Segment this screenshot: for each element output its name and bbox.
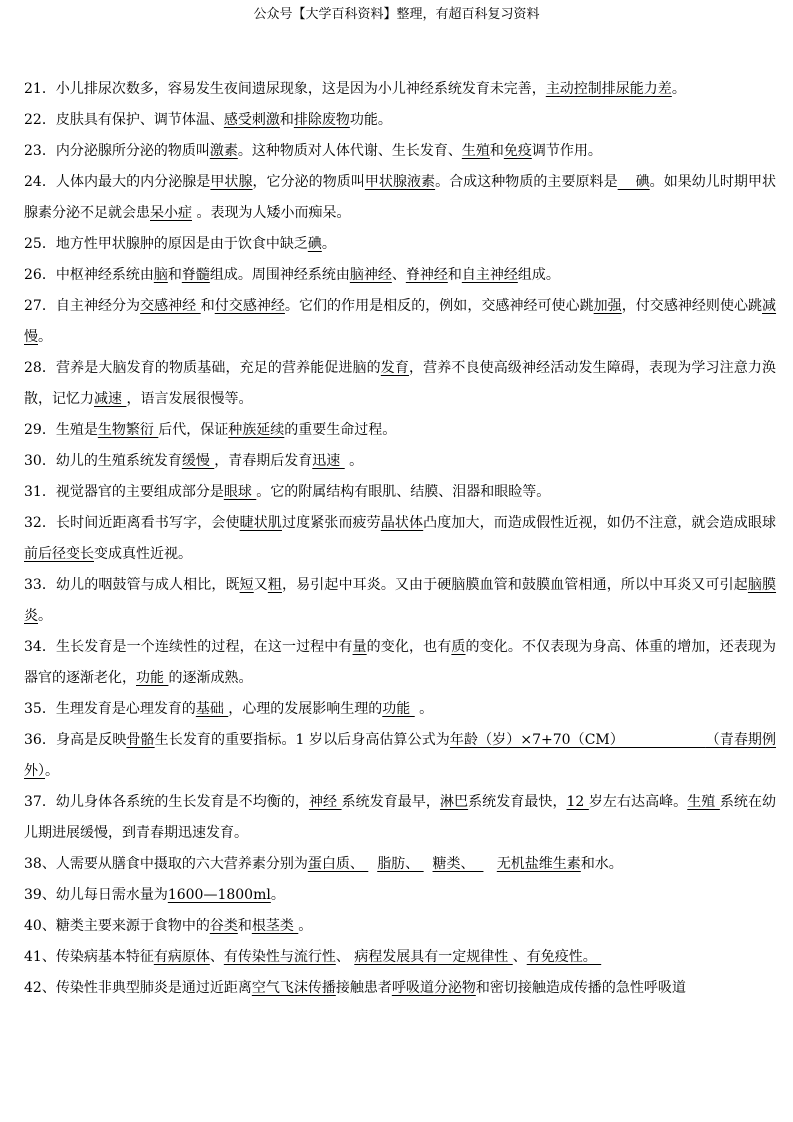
question-text: 26．中枢神经系统由 bbox=[24, 267, 154, 283]
question-item-27 bbox=[24, 291, 776, 353]
answer-blank: 缓慢 bbox=[181, 453, 215, 469]
answer-blank: 加强 bbox=[593, 298, 622, 314]
question-item-38 bbox=[24, 849, 776, 880]
question-item-25 bbox=[24, 229, 776, 260]
question-item-37 bbox=[24, 787, 776, 849]
answer-blank: 脑膜炎 bbox=[24, 577, 777, 624]
question-item-31 bbox=[24, 477, 776, 508]
question-text: ，易引起中耳炎。又由于硬脑膜血管和鼓膜血管相通，所以中耳炎又可引起 bbox=[281, 577, 748, 593]
question-item-33 bbox=[24, 570, 776, 632]
answer-blank: 神经 bbox=[308, 794, 342, 810]
question-text bbox=[483, 856, 496, 872]
answer-blank: 功能 bbox=[382, 701, 415, 717]
question-text: 。 bbox=[344, 453, 364, 469]
question-item-42 bbox=[24, 973, 776, 1004]
answer-blank: 病程发展具有一定规律性 bbox=[354, 949, 513, 965]
answer-blank: 眼球 bbox=[223, 484, 257, 500]
question-text: 生长发育的重要指标。1 岁以后身高估算公式为 bbox=[154, 732, 450, 748]
answer-blank: 碘 bbox=[307, 236, 322, 252]
question-text: 。它们的作用是相反的，例如，交感神经可使心跳 bbox=[284, 298, 594, 314]
answer-blank: 脊髓 bbox=[181, 267, 210, 283]
question-item-30 bbox=[24, 446, 776, 477]
answer-blank: 感受刺激 bbox=[223, 112, 280, 128]
question-text: 组成。周围神经系统由 bbox=[209, 267, 350, 283]
answer-blank: 质 bbox=[451, 639, 466, 655]
document-body bbox=[24, 74, 776, 1004]
question-text: 。表现为人矮小而痴呆。 bbox=[192, 205, 351, 221]
answer-blank: 甲状腺液素 bbox=[364, 174, 436, 190]
question-text: 和 bbox=[489, 143, 504, 159]
question-text: 系统在幼儿期进展缓慢，到青春期迅速发育。 bbox=[24, 794, 777, 841]
question-text: 。 bbox=[45, 763, 59, 779]
question-text: 的变化，也有 bbox=[366, 639, 452, 655]
question-text: 。如果幼儿时期甲状腺素分泌不足就会患 bbox=[24, 174, 776, 221]
question-text: 22．皮肤具有保护、调节体温、 bbox=[24, 112, 224, 128]
answer-blank: 1600—1800ml bbox=[167, 887, 271, 903]
question-text bbox=[368, 856, 377, 872]
question-text: 38、人需要从膳食中摄取的六大营养素分别为 bbox=[24, 856, 308, 872]
answer-blank: 脑神经 bbox=[349, 267, 392, 283]
answer-blank: 年龄（岁）×7+70（CM） bbox=[449, 732, 706, 748]
question-text: 和 bbox=[237, 918, 252, 934]
question-text: 31．视觉器官的主要组成部分是 bbox=[24, 484, 224, 500]
question-text: 凸度加大，而造成假性近视，如仍不注意，就会造成眼球 bbox=[423, 515, 777, 531]
question-text: 。 bbox=[671, 81, 686, 97]
answer-blank: 有病原体 bbox=[153, 949, 210, 965]
question-text: ，心理的发展影响生理的 bbox=[228, 701, 383, 717]
answer-blank: 蛋白质、 bbox=[307, 856, 369, 872]
question-text: 21．小儿排尿次数多，容易发生夜间遗尿现象，这是因为小儿神经系统发育未完善， bbox=[24, 81, 546, 97]
question-text: 25．地方性甲状腺肿的原因是由于饮食中缺乏 bbox=[24, 236, 308, 252]
question-text: 、 bbox=[335, 949, 355, 965]
question-text: 的变化。不仅表现为身高、体重的增加，还表现为器官的逐渐老化， bbox=[24, 639, 777, 686]
question-text: 35．生理发育是心理发育的 bbox=[24, 701, 196, 717]
question-text: 24．人体内最大的内分泌腺是 bbox=[24, 174, 211, 190]
question-item-21 bbox=[24, 74, 776, 105]
answer-blank: 生殖 bbox=[687, 794, 720, 810]
question-text: 37．幼儿身体各系统的生长发育是不均衡的， bbox=[24, 794, 309, 810]
question-text: 接触患者 bbox=[335, 980, 392, 996]
answer-blank: 睫状肌 bbox=[239, 515, 282, 531]
answer-blank: 排除废物 bbox=[293, 112, 350, 128]
question-text: ，青春期后发育 bbox=[214, 453, 313, 469]
question-text: 。 bbox=[270, 887, 285, 903]
question-item-24 bbox=[24, 167, 776, 229]
answer-blank: 有免疫性。 bbox=[526, 949, 602, 965]
question-text: 。它的附属结构有眼肌、结膜、泪器和眼睑等。 bbox=[256, 484, 551, 500]
question-item-35 bbox=[24, 694, 776, 725]
answer-blank: 激素 bbox=[209, 143, 238, 159]
question-text: 。 bbox=[298, 918, 313, 934]
answer-blank: 减慢 bbox=[24, 298, 777, 345]
question-text: 调节作用。 bbox=[531, 143, 602, 159]
question-text: 41、传染病基本特征 bbox=[24, 949, 154, 965]
answer-blank: 谷类 bbox=[209, 918, 238, 934]
answer-blank: 减速 bbox=[94, 391, 127, 407]
question-text: 后代，保证 bbox=[158, 422, 229, 438]
question-text: 、 bbox=[209, 949, 224, 965]
question-text: ，付交感神经则使心跳 bbox=[621, 298, 763, 314]
answer-blank: （青春期例外） bbox=[24, 732, 777, 779]
question-text: 岁左右达高峰。 bbox=[588, 794, 688, 810]
question-text: 32．长时间近距离看书写字，会使 bbox=[24, 515, 240, 531]
answer-blank: 付交感神经 bbox=[214, 298, 285, 314]
question-item-36 bbox=[24, 725, 776, 787]
question-text: 系统发育最早， bbox=[341, 794, 440, 810]
answer-blank: 迅速 bbox=[312, 453, 345, 469]
question-item-29 bbox=[24, 415, 776, 446]
question-text: 。 bbox=[414, 701, 434, 717]
answer-blank: 免疫 bbox=[503, 143, 532, 159]
question-text: ，它分泌的物质叫 bbox=[252, 174, 365, 190]
question-item-23 bbox=[24, 136, 776, 167]
question-text: 的重要生命过程。 bbox=[284, 422, 397, 438]
answer-blank: 自主神经 bbox=[461, 267, 518, 283]
question-item-40 bbox=[24, 911, 776, 942]
answer-blank: 粗 bbox=[267, 577, 282, 593]
answer-blank: 量 bbox=[352, 639, 367, 655]
answer-blank: 发育 bbox=[380, 360, 410, 376]
question-text: 29．生殖是 bbox=[24, 422, 98, 438]
question-text: 28．营养是大脑发育的物质基础，充足的营养能促进脑的 bbox=[24, 360, 381, 376]
answer-blank: 甲状腺 bbox=[210, 174, 253, 190]
answer-blank: 基础 bbox=[195, 701, 229, 717]
answer-blank: 交感神经 bbox=[140, 298, 201, 314]
answer-blank: 晶状体 bbox=[380, 515, 424, 531]
question-text: 36．身高是反映 bbox=[24, 732, 127, 748]
answer-blank: 12 bbox=[566, 794, 589, 810]
question-text: 和 bbox=[447, 267, 462, 283]
answer-blank: 糖类、 bbox=[432, 856, 484, 872]
question-item-26 bbox=[24, 260, 776, 291]
question-item-22 bbox=[24, 105, 776, 136]
question-text: 组成。 bbox=[517, 267, 560, 283]
question-item-32 bbox=[24, 508, 776, 570]
question-text: 和水。 bbox=[580, 856, 623, 872]
question-text: 。 bbox=[38, 608, 52, 624]
question-text: 27．自主神经分为 bbox=[24, 298, 141, 314]
answer-blank: 生殖 bbox=[461, 143, 490, 159]
answer-blank: 空气飞沫传播 bbox=[251, 980, 336, 996]
question-text: 过度紧张而疲劳 bbox=[281, 515, 381, 531]
question-text: 23．内分泌腺所分泌的物质叫 bbox=[24, 143, 210, 159]
question-text: ，语言发展很慢等。 bbox=[126, 391, 253, 407]
answer-blank: 前后径变长 bbox=[24, 546, 94, 562]
answer-blank: 主动控制排尿能力差 bbox=[545, 81, 672, 97]
page-header: 公众号【大学百科资料】整理，有超百科复习资料 bbox=[253, 7, 540, 22]
question-text: 变成真性近视。 bbox=[94, 546, 192, 562]
question-text: ，营养不良使高级神经活动发生障碍，表现为学习注意力涣散，记忆力 bbox=[24, 360, 776, 407]
answer-blank: 功能 bbox=[136, 670, 169, 686]
question-item-28 bbox=[24, 353, 776, 415]
question-text: 。这种物质对人体代谢、生长发育、 bbox=[237, 143, 462, 159]
question-text bbox=[424, 856, 433, 872]
question-text: 42、传染性非典型肺炎是通过近距离 bbox=[24, 980, 252, 996]
question-text: 和密切接触造成传播的急性呼吸道 bbox=[475, 980, 686, 996]
answer-blank: 呆小症 bbox=[150, 205, 192, 221]
question-text: 功能。 bbox=[349, 112, 392, 128]
question-text: 。合成这种物质的主要原料是 bbox=[435, 174, 618, 190]
answer-blank: 脑 bbox=[153, 267, 168, 283]
question-text: 又 bbox=[253, 577, 268, 593]
question-text: 、 bbox=[512, 949, 527, 965]
question-text: 和 bbox=[200, 298, 215, 314]
answer-blank: 脂肪、 bbox=[377, 856, 424, 872]
question-text: 、 bbox=[391, 267, 406, 283]
answer-blank: 淋巴 bbox=[439, 794, 469, 810]
question-item-34 bbox=[24, 632, 776, 694]
question-text: 。 bbox=[38, 329, 52, 345]
answer-blank: 碘 bbox=[617, 174, 650, 190]
question-text: 系统发育最快， bbox=[468, 794, 567, 810]
answer-blank: 脊神经 bbox=[405, 267, 448, 283]
answer-blank: 呼吸道分泌物 bbox=[391, 980, 476, 996]
question-text: 。 bbox=[321, 236, 336, 252]
answer-blank: 种族延续 bbox=[228, 422, 285, 438]
question-text: 39、幼儿每日需水量为 bbox=[24, 887, 168, 903]
question-text: 的逐渐成熟。 bbox=[168, 670, 253, 686]
question-text: 30．幼儿的生殖系统发育 bbox=[24, 453, 182, 469]
question-text: 34．生长发育是一个连续性的过程，在这一过程中有 bbox=[24, 639, 353, 655]
answer-blank: 根茎类 bbox=[251, 918, 299, 934]
question-text: 和 bbox=[279, 112, 294, 128]
answer-blank: 短 bbox=[239, 577, 254, 593]
answer-blank: 骨骼 bbox=[126, 732, 155, 748]
question-item-39 bbox=[24, 880, 776, 911]
answer-blank: 无机盐维生素 bbox=[496, 856, 581, 872]
question-text: 33．幼儿的咽鼓管与成人相比，既 bbox=[24, 577, 240, 593]
question-text: 40、糖类主要来源于食物中的 bbox=[24, 918, 210, 934]
question-item-41 bbox=[24, 942, 776, 973]
answer-blank: 有传染性与流行性 bbox=[223, 949, 336, 965]
question-text: 和 bbox=[167, 267, 182, 283]
answer-blank: 生物繁衍 bbox=[97, 422, 159, 438]
